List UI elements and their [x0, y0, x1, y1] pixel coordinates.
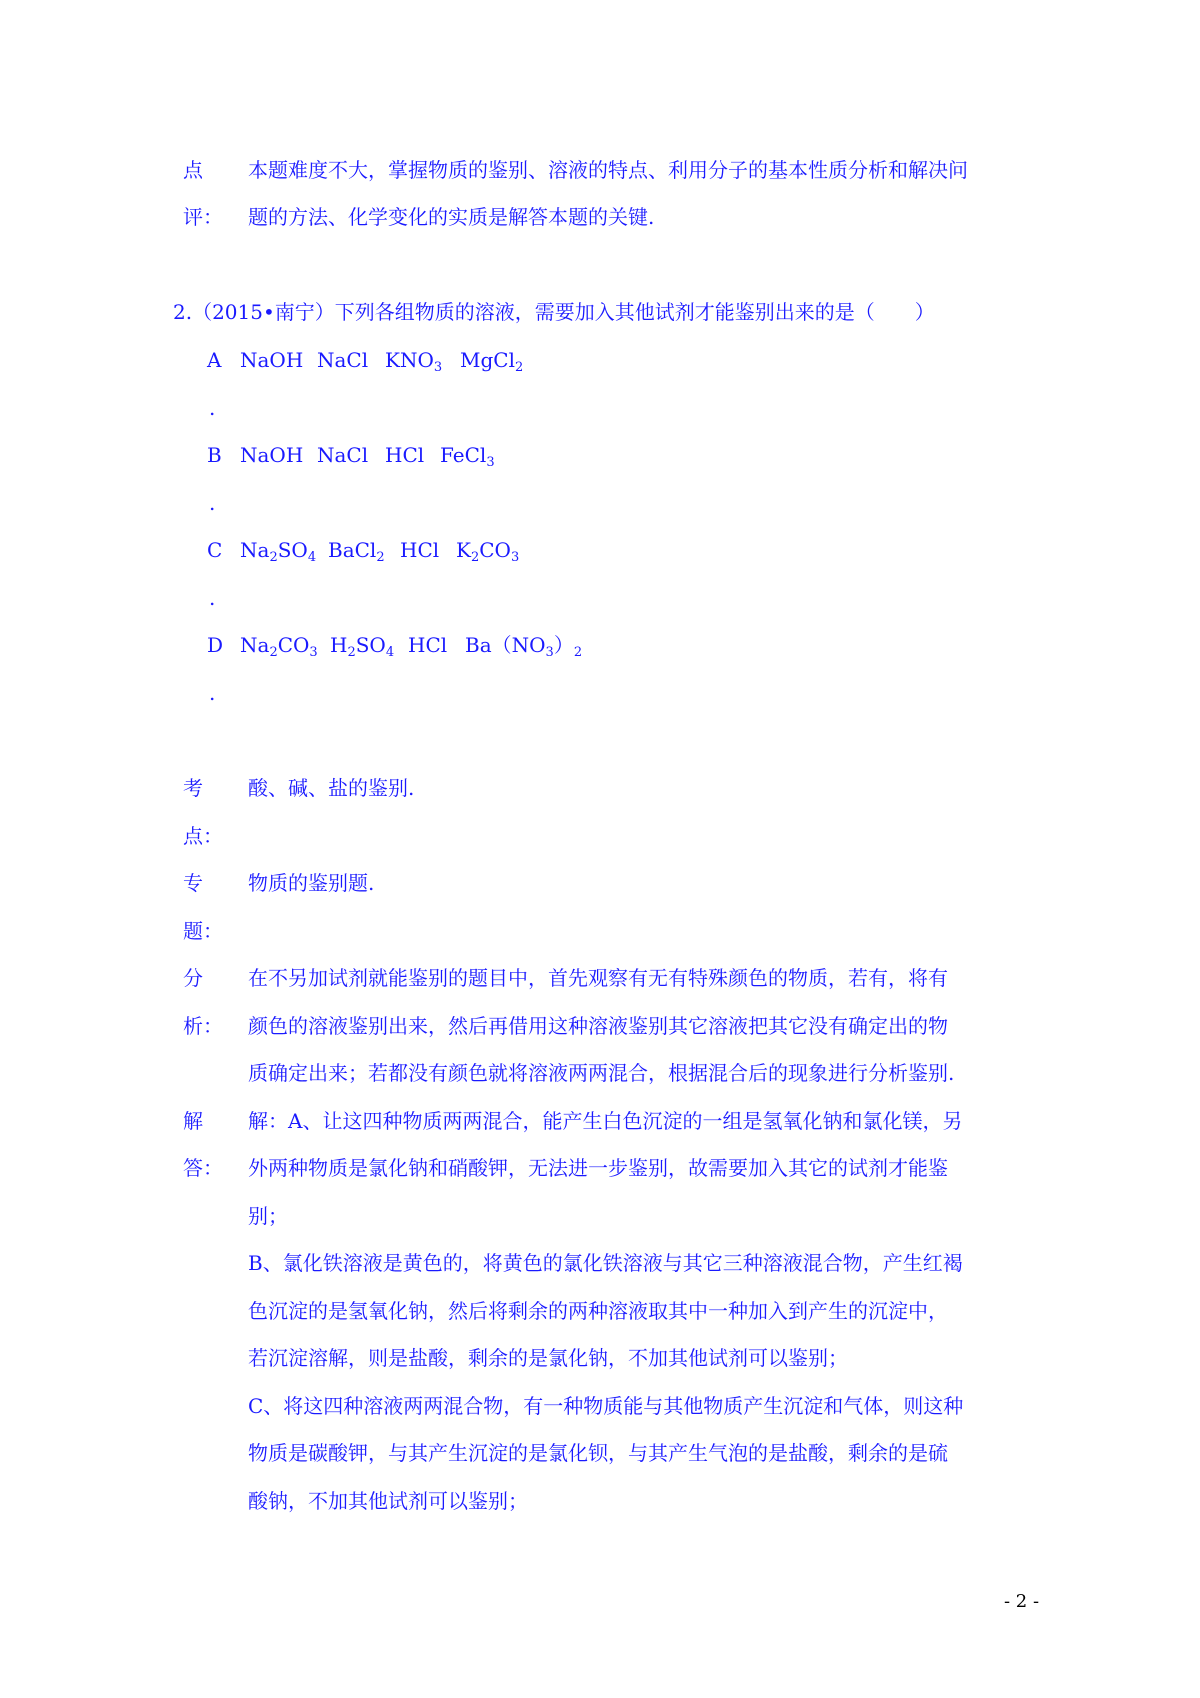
option-c-dot: .: [209, 586, 216, 610]
kaodian-label-line1: 考: [183, 776, 203, 800]
jieda-text-line6: 若沉淀溶解，则是盐酸，剩余的是氯化钠，不加其他试剂可以鉴别；: [248, 1346, 848, 1370]
zhuanti-text: 物质的鉴别题.: [248, 871, 375, 895]
jieda-text-line4: B、氯化铁溶液是黄色的，将黄色的氯化铁溶液与其它三种溶液混合物，产生红褐: [248, 1251, 963, 1275]
fenxi-text-line1: 在不另加试剂就能鉴别的题目中，首先观察有无有特殊颜色的物质，若有，将有: [248, 966, 948, 990]
option-b-letter: B: [207, 443, 222, 467]
option-c-item-4: $K_2CO_3$: [456, 538, 520, 565]
jieda-text-line8: 物质是碳酸钾，与其产生沉淀的是氯化钡，与其产生气泡的是盐酸，剩余的是硫: [248, 1441, 948, 1465]
jieda-text-line9: 酸钠，不加其他试剂可以鉴别；: [248, 1489, 528, 1513]
kaodian-label-line2: 点：: [183, 824, 223, 848]
zhuanti-label-line1: 专: [183, 871, 203, 895]
option-a-item-4: MgCl$_2$: [460, 348, 524, 375]
option-c-item-1: $Na_2SO_4$: [240, 538, 317, 565]
option-d-item-2: $H_2SO_4$: [330, 633, 395, 660]
option-b-item-2: NaCl: [317, 443, 369, 467]
option-a-item-2: NaCl: [317, 348, 369, 372]
jieda-text-line5: 色沉淀的是氢氧化钠，然后将剩余的两种溶液取其中一种加入到产生的沉淀中，: [248, 1299, 948, 1323]
comment-text-line2: 题的方法、化学变化的实质是解答本题的关键.: [248, 205, 655, 229]
jieda-text-line1: 解：A、让这四种物质两两混合，能产生白色沉淀的一组是氢氧化钠和氯化镁，另: [248, 1109, 963, 1133]
option-b-dot: .: [209, 491, 216, 515]
jieda-text-line7: C、将这四种溶液两两混合物，有一种物质能与其他物质产生沉淀和气体，则这种: [248, 1394, 964, 1418]
option-b-item-4: FeCl$_3$: [440, 443, 495, 470]
option-b-item-3: HCl: [385, 443, 425, 467]
option-d-letter: D: [207, 633, 224, 657]
option-c-item-2: BaCl$_2$: [328, 538, 385, 565]
option-d-item-4: $Ba(NO_3)_2$: [465, 633, 583, 660]
option-c-letter: C: [207, 538, 223, 562]
option-a-letter: A: [207, 348, 222, 372]
option-d-item-1: $Na_2CO_3$: [240, 633, 318, 660]
option-b-item-1: NaOH: [240, 443, 304, 467]
fenxi-label-line1: 分: [183, 966, 203, 990]
kaodian-text: 酸、碱、盐的鉴别.: [248, 776, 415, 800]
option-d-formulas: [240, 633, 800, 661]
option-d-item-3: HCl: [408, 633, 448, 657]
comment-label-line2: 评：: [183, 205, 223, 229]
fenxi-text-line2: 颜色的溶液鉴别出来，然后再借用这种溶液鉴别其它溶液把其它没有确定出的物: [248, 1014, 948, 1038]
zhuanti-label-line2: 题：: [183, 919, 223, 943]
jieda-label-line1: 解: [183, 1109, 203, 1133]
option-a-formulas: [240, 348, 760, 376]
fenxi-text-line3: 质确定出来；若都没有颜色就将溶液两两混合，根据混合后的现象进行分析鉴别.: [248, 1061, 955, 1085]
option-c-formulas: [240, 538, 760, 566]
question-stem: 2.（2015•南宁）下列各组物质的溶液，需要加入其他试剂才能鉴别出来的是（ ）: [173, 300, 935, 324]
jieda-text-line2: 外两种物质是氯化钠和硝酸钾，无法进一步鉴别，故需要加入其它的试剂才能鉴: [248, 1156, 948, 1180]
option-a-item-1: NaOH: [240, 348, 304, 372]
comment-text-line1: 本题难度不大，掌握物质的鉴别、溶液的特点、利用分子的基本性质分析和解决问: [248, 158, 968, 182]
comment-label-line1: 点: [183, 158, 203, 182]
page-number: - 2 -: [1004, 1591, 1040, 1612]
option-a-dot: .: [209, 396, 216, 420]
jieda-label-line2: 答：: [183, 1156, 223, 1180]
fenxi-label-line2: 析：: [183, 1014, 223, 1038]
option-c-item-3: HCl: [400, 538, 440, 562]
option-a-item-3: $KNO_3$: [385, 348, 443, 375]
option-b-formulas: [240, 443, 760, 471]
jieda-text-line3: 别；: [248, 1204, 288, 1228]
option-d-dot: .: [209, 681, 216, 705]
